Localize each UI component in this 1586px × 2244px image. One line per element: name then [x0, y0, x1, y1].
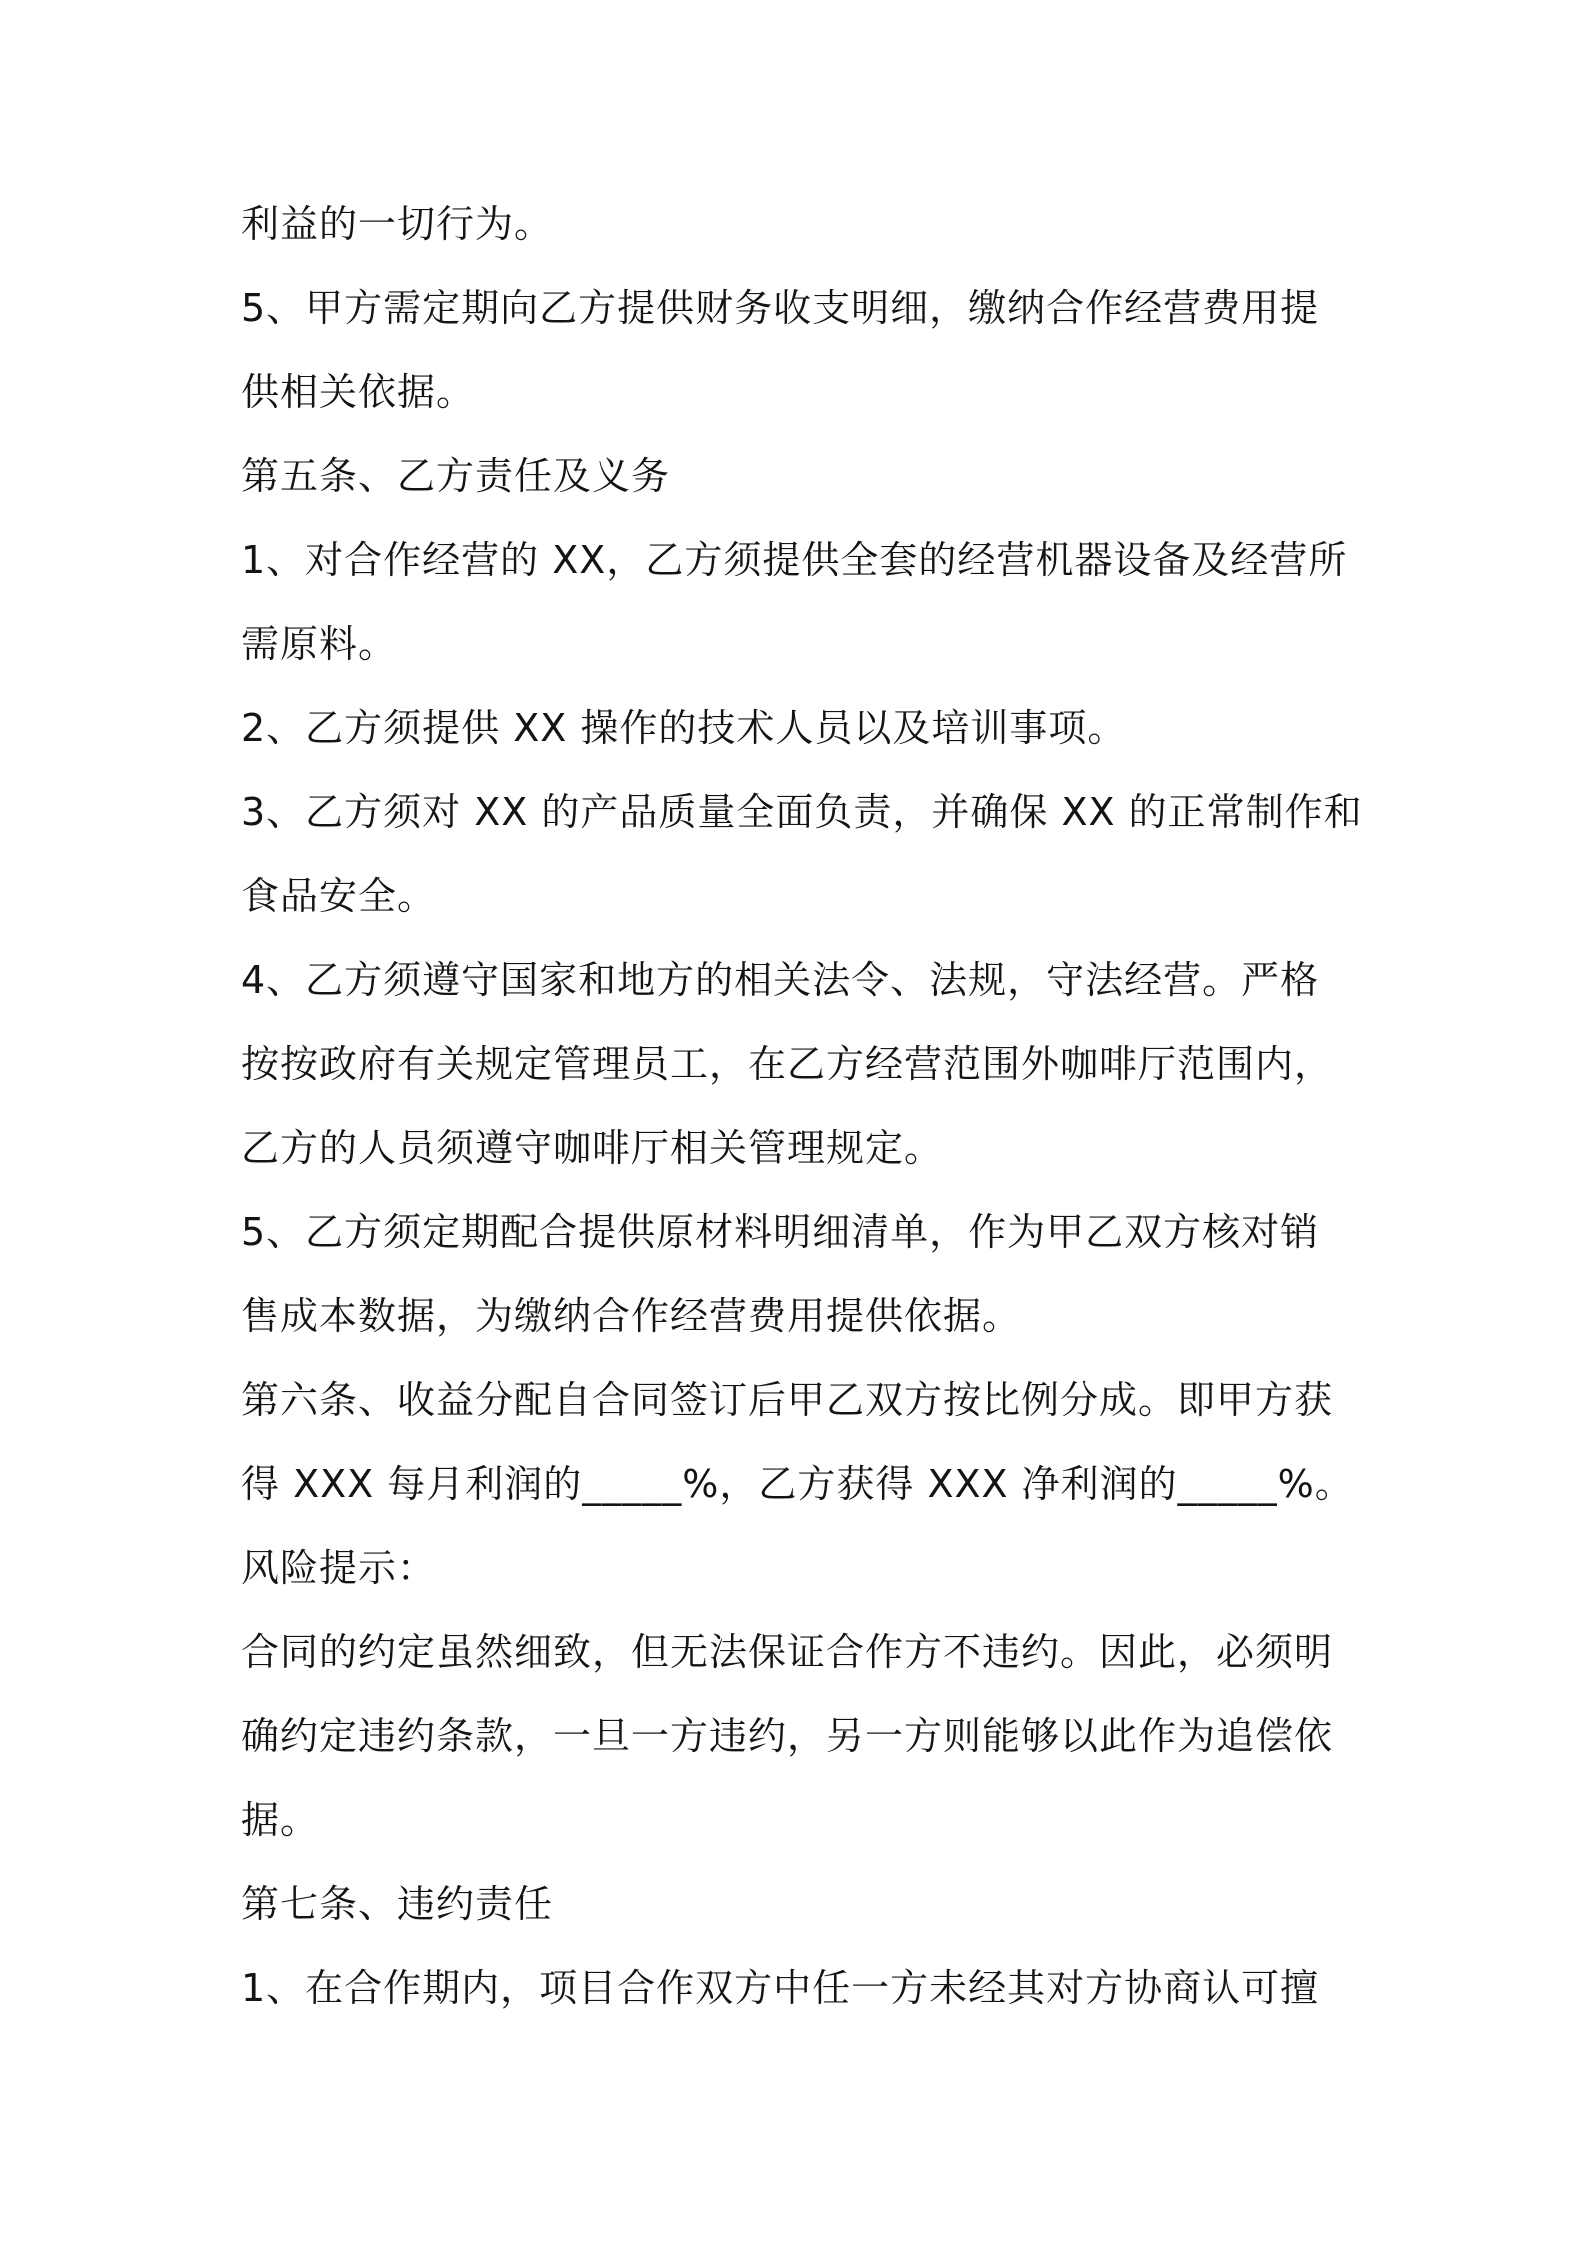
text-line-14: 售成本数据，为缴纳合作经营费用提供依据。 — [241, 1294, 1022, 1338]
text-line-7: 2、乙方须提供 XX 操作的技术人员以及培训事项。 — [241, 706, 1127, 750]
section-heading-7: 第七条、违约责任 — [241, 1882, 554, 1926]
text-line-22: 1、在合作期内，项目合作双方中任一方未经其对方协商认可擅 — [241, 1966, 1320, 2010]
text-line-18: 合同的约定虽然细致，但无法保证合作方不违约。因此，必须明 — [241, 1630, 1334, 1674]
section-heading-5: 第五条、乙方责任及义务 — [241, 454, 671, 498]
text-line-12: 乙方的人员须遵守咖啡厅相关管理规定。 — [241, 1126, 944, 1170]
text-line-11: 按按政府有关规定管理员工，在乙方经营范围外咖啡厅范围内， — [241, 1042, 1334, 1086]
text-line-1: 利益的一切行为。 — [241, 202, 554, 246]
risk-tip-heading: 风险提示： — [241, 1546, 437, 1590]
text-line-16: 得 XXX 每月利润的_____%，乙方获得 XXX 净利润的_____%。 — [241, 1462, 1354, 1506]
text-line-6: 需原料。 — [241, 622, 398, 666]
text-line-9: 食品安全。 — [241, 874, 437, 918]
text-line-10: 4、乙方须遵守国家和地方的相关法令、法规，守法经营。严格 — [241, 958, 1320, 1002]
text-line-20: 据。 — [241, 1798, 320, 1842]
section-heading-6: 第六条、收益分配自合同签订后甲乙双方按比例分成。即甲方获 — [241, 1378, 1334, 1422]
text-line-5: 1、对合作经营的 XX，乙方须提供全套的经营机器设备及经营所 — [241, 538, 1348, 582]
text-line-13: 5、乙方须定期配合提供原材料明细清单，作为甲乙双方核对销 — [241, 1210, 1320, 1254]
text-line-2: 5、甲方需定期向乙方提供财务收支明细，缴纳合作经营费用提 — [241, 286, 1320, 330]
text-line-8: 3、乙方须对 XX 的产品质量全面负责，并确保 XX 的正常制作和 — [241, 790, 1363, 834]
text-line-19: 确约定违约条款，一旦一方违约，另一方则能够以此作为追偿依 — [241, 1714, 1334, 1758]
text-line-3: 供相关依据。 — [241, 370, 476, 414]
